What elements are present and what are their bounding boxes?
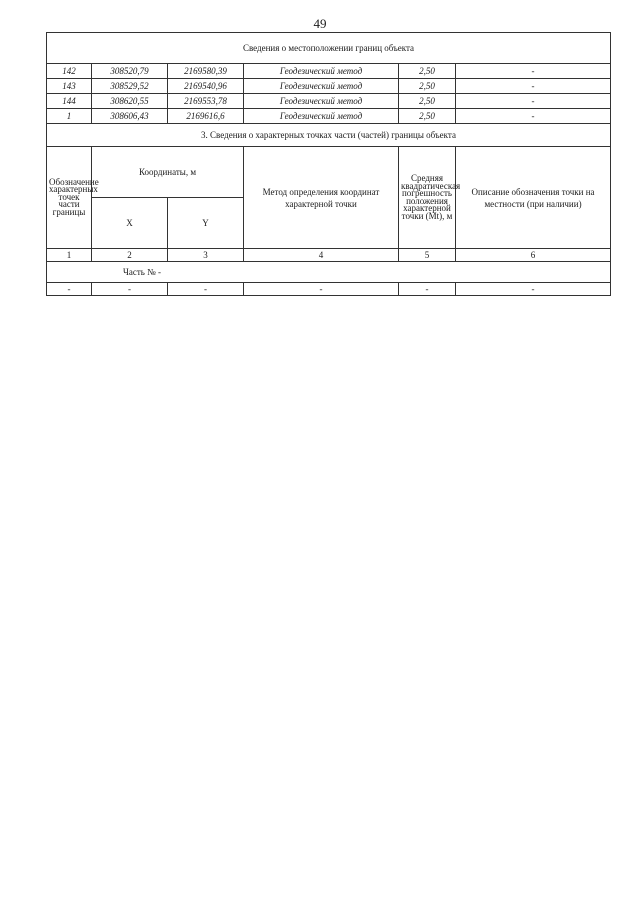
description-cell: - [456,79,611,94]
y-cell: 2169553,78 [168,94,244,109]
x-cell: 308520,79 [92,64,168,79]
error-cell: 2,50 [399,94,456,109]
method-cell: Геодезический метод [244,79,399,94]
y-cell: 2169540,96 [168,79,244,94]
column-number-row [47,249,611,262]
point-cell: 142 [47,64,92,79]
column-number: 1 [47,249,92,262]
empty-cell: - [399,283,456,296]
page-number: 49 [313,16,327,31]
table-row [47,94,611,109]
y-cell: 2169616,6 [168,109,244,124]
point-cell: 144 [47,94,92,109]
header-method: Метод определения координат характерной точки [244,147,399,249]
header-x: X [92,198,168,249]
point-cell: 143 [47,79,92,94]
method-cell: Геодезический метод [244,109,399,124]
header-y: Y [168,198,244,249]
table-row [47,283,611,296]
x-cell: 308606,43 [92,109,168,124]
empty-cell: - [244,283,399,296]
empty-cell: - [168,283,244,296]
part-label: Часть № - [47,262,611,283]
description-cell: - [456,109,611,124]
table-row [47,109,611,124]
point-cell: 1 [47,109,92,124]
table-row [47,79,611,94]
description-cell: - [456,94,611,109]
method-cell: Геодезический метод [244,64,399,79]
header-coordinates: Координаты, м [92,147,244,198]
y-cell: 2169580,39 [168,64,244,79]
empty-cell: - [456,283,611,296]
table-row [47,64,611,79]
error-cell: 2,50 [399,79,456,94]
header-description: Описание обозначения точки на местности (при наличии) [456,147,611,249]
empty-cell: - [47,283,92,296]
error-cell: 2,50 [399,109,456,124]
error-cell: 2,50 [399,64,456,79]
boundary-table-title: Сведения о местоположении границ объекта [47,33,611,64]
column-number: 3 [168,249,244,262]
method-cell: Геодезический метод [244,94,399,109]
parts-section-title: 3. Сведения о характерных точках части (частей) границы объекта [47,124,611,147]
column-number: 6 [456,249,611,262]
header-error: Средняя квадратическая погрешность положения характерной точки (Мt), м [399,147,456,249]
column-number: 4 [244,249,399,262]
x-cell: 308529,52 [92,79,168,94]
column-number: 5 [399,249,456,262]
x-cell: 308620,55 [92,94,168,109]
empty-cell: - [92,283,168,296]
description-cell: - [456,64,611,79]
column-number: 2 [92,249,168,262]
boundary-table [46,32,611,296]
header-point-designation: Обозначение характерных точек части границы [47,147,92,249]
